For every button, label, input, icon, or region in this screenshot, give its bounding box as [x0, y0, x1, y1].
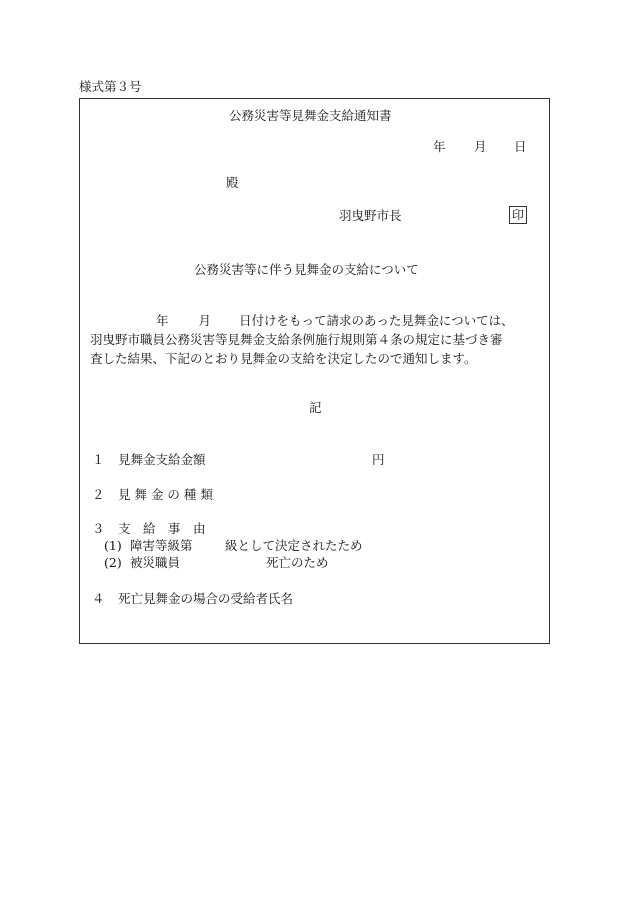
- item-1-number: １: [92, 452, 105, 467]
- item-3-number: ３: [92, 521, 105, 536]
- item-3-label: 支 給 事 由: [118, 521, 206, 536]
- addressee-suffix: 殿: [226, 175, 239, 190]
- item-2-number: ２: [92, 487, 105, 502]
- item-2-label: 見 舞 金 の 種 類: [118, 487, 213, 502]
- item-3-sub-2-text-a: 被災職員: [130, 555, 181, 570]
- date-year-label: 年: [433, 139, 446, 154]
- date-day-label: 日: [514, 139, 527, 154]
- item-3-sub-1-text-a: 障害等級第: [130, 538, 193, 553]
- form-number: 様式第３号: [79, 79, 142, 94]
- item-4-number: ４: [92, 591, 105, 606]
- subject-line: 公務災害等に伴う見舞金の支給について: [194, 262, 419, 277]
- item-3-sub-1-number: (1): [104, 538, 122, 553]
- item-3-sub-2-text-b: 死亡のため: [266, 555, 329, 570]
- date-month-label: 月: [474, 139, 487, 154]
- item-3-sub-2-number: (2): [104, 555, 122, 570]
- body-date-month: 月: [198, 313, 212, 328]
- body-line-3: 査した結果、下記のとおり見舞金の支給を決定したので通知します。: [90, 351, 477, 366]
- issuer-name: 羽曳野市長: [339, 208, 402, 223]
- item-1-label: 見舞金支給金額: [118, 452, 206, 467]
- seal-mark: 印: [509, 206, 527, 224]
- item-3-sub-1-text-b: 級として決定されたため: [225, 538, 363, 553]
- ki-heading: 記: [309, 400, 322, 415]
- notice-body: [90, 311, 540, 368]
- body-date-year: 年: [156, 313, 169, 328]
- body-line-1-rest: 日付けをもって請求のあった見舞金については、: [239, 313, 514, 328]
- document-title: 公務災害等見舞金支給通知書: [229, 108, 392, 123]
- item-1-unit: 円: [372, 452, 385, 467]
- item-4-label: 死亡見舞金の場合の受給者氏名: [118, 591, 294, 606]
- body-line-1: [90, 311, 540, 330]
- body-line-2: 羽曳野市職員公務災害等見舞金支給条例施行規則第４条の規定に基づき審: [90, 332, 503, 347]
